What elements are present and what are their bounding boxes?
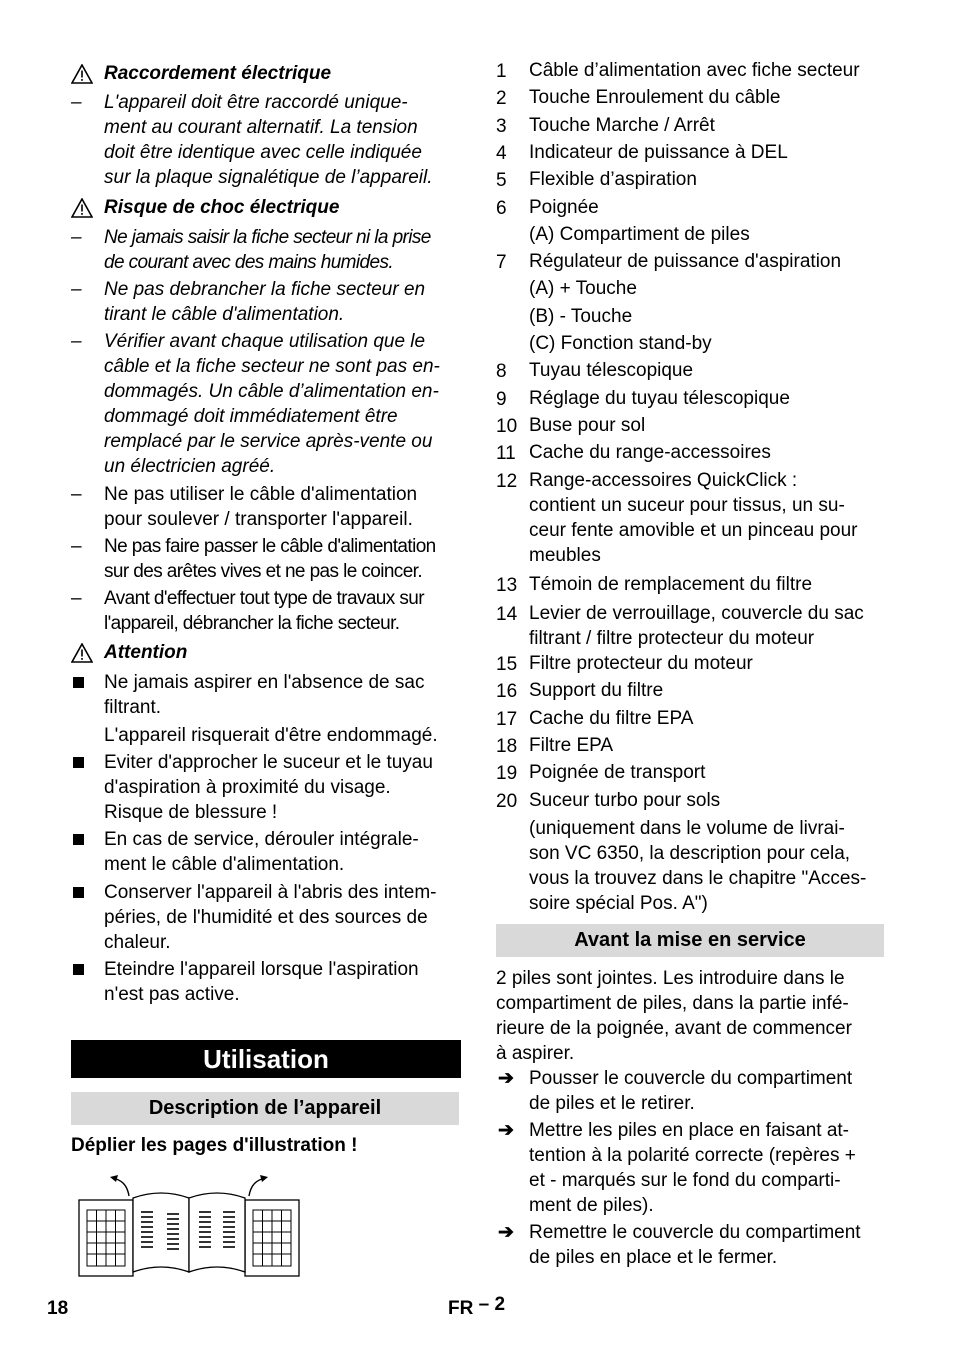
warning-triangle-icon (71, 643, 93, 663)
page-number: 18 (47, 1298, 69, 1319)
square-bullet-icon (73, 757, 84, 768)
footer-language (448, 1294, 506, 1320)
square-bullet-icon (73, 964, 84, 975)
warning-title: Risque de choc électrique (104, 197, 340, 218)
text-line: et - marqués sur le fond du comparti- (529, 1170, 841, 1191)
text-line: filtrant. (104, 697, 162, 718)
dash-mark: – (71, 227, 81, 248)
unfold-pages-illustration (77, 1172, 303, 1280)
text-line: Ne jamais saisir la fiche secteur ni la prise (104, 227, 431, 248)
text-line: de piles en place et le fermer. (529, 1247, 778, 1268)
text-line: Ne pas faire passer le câble d'alimentation (104, 536, 436, 557)
item-number: 14 (496, 604, 518, 625)
item-number: 10 (496, 415, 518, 437)
item-number: 9 (496, 388, 507, 410)
text-line: son VC 6350, la description pour cela, (529, 843, 851, 864)
section-title-utilisation: Utilisation (71, 1040, 461, 1078)
text-line: rieure de la poignée, avant de commencer (496, 1018, 852, 1039)
item-label: Cache du filtre EPA (529, 707, 694, 729)
text-line: L'appareil doit être raccordé unique- (104, 92, 408, 113)
item-label: (B) - Touche (529, 305, 633, 327)
text-line: un électricien agréé. (104, 456, 276, 477)
item-label: Réglage du tuyau télescopique (529, 387, 790, 409)
text-line: n'est pas active. (104, 984, 240, 1005)
text-line: Eviter d'approcher le suceur et le tuyau (104, 752, 433, 773)
text-line: filtrant / filtre protecteur du moteur (529, 628, 815, 649)
unfold-note: Déplier les pages d'illustration ! (71, 1135, 358, 1156)
item-number: 12 (496, 471, 518, 492)
text-line: l'appareil, débrancher la fiche secteur. (104, 613, 400, 634)
warning-triangle-icon (71, 64, 93, 84)
text-line: câble et la fiche secteur ne sont pas en- (104, 356, 440, 377)
item-number: 8 (496, 361, 507, 383)
text-line: soire spécial Pos. A") (529, 893, 708, 914)
warning-title: Attention (104, 642, 188, 663)
text-line: Ne pas utiliser le câble d'alimentation (104, 484, 418, 505)
text-line: Avant d'effectuer tout type de travaux sur (104, 588, 424, 609)
text-line: Pousser le couvercle du compartiment (529, 1068, 853, 1089)
text-line: tention à la polarité correcte (repères + (529, 1145, 856, 1166)
item-number: 20 (496, 790, 518, 812)
text-line: meubles (529, 545, 601, 566)
text-line: sur la plaque signalétique de l’appareil. (104, 167, 433, 188)
text-line: 2 piles sont jointes. Les introduire dans le (496, 968, 845, 989)
item-number: 13 (496, 575, 518, 596)
text-line: d'aspiration à proximité du visage. (104, 777, 391, 798)
item-number: 19 (496, 763, 518, 785)
text-line: péries, de l'humidité et des sources de (104, 907, 428, 928)
item-label: (A) + Touche (529, 278, 637, 300)
square-bullet-icon (73, 834, 84, 845)
text-line: Eteindre l'appareil lorsque l'aspiration (104, 959, 419, 980)
dash-mark: – (71, 331, 82, 352)
item-label: Indicateur de puissance à DEL (529, 141, 788, 163)
item-label: Filtre EPA (529, 734, 614, 756)
text-line: tirant le câble d'alimentation. (104, 304, 345, 325)
text-line: à aspirer. (496, 1043, 575, 1064)
sub-page-number: – 2 (478, 1294, 506, 1315)
text-line: vous la trouvez dans le chapitre "Acces- (529, 868, 867, 889)
item-label: Poignée (529, 196, 599, 218)
intro-paragraph (496, 966, 884, 1066)
text-line: (uniquement dans le volume de livrai- (529, 818, 845, 839)
item-number: 16 (496, 681, 518, 703)
item-label: Témoin de remplacement du filtre (529, 574, 813, 595)
item-label: Filtre protecteur du moteur (529, 653, 753, 674)
text-line: dommagé doit immédiatement être (104, 406, 398, 427)
item-label: Poignée de transport (529, 762, 706, 784)
item-number: 2 (496, 88, 507, 110)
item-label: (C) Fonction stand-by (529, 333, 712, 354)
text-line: Conserver l'appareil à l'abris des intem- (104, 882, 437, 903)
bullet-note: L'appareil risquerait d'être endommagé. (104, 725, 438, 746)
text-line: pour soulever / transporter l'appareil. (104, 509, 413, 530)
subsection-title-description: Description de l’appareil (71, 1092, 459, 1125)
arrow-right-icon: ➔ (498, 1068, 514, 1089)
item-label: (A) Compartiment de piles (529, 223, 750, 245)
text-line: ment de piles). (529, 1195, 654, 1216)
text-line: ceur fente amovible et un pinceau pour (529, 520, 858, 541)
item-label: Touche Marche / Arrêt (529, 114, 715, 136)
arrow-right-icon: ➔ (498, 1222, 514, 1243)
item-number: 7 (496, 252, 507, 274)
text-line: dommagés. Un câble d’alimentation en- (104, 381, 439, 402)
section-title-before-use: Avant la mise en service (496, 924, 884, 957)
item-label: Touche Enroulement du câble (529, 87, 781, 109)
text-line: Mettre les piles en place en faisant at- (529, 1120, 850, 1141)
item-number: 18 (496, 735, 518, 757)
item-number: 17 (496, 708, 518, 730)
text-line: sur des arêtes vives et ne pas le coincer. (104, 561, 423, 582)
text-line: ment le câble d'alimentation. (104, 854, 345, 875)
item-label: Flexible d’aspiration (529, 169, 697, 191)
item-number: 4 (496, 142, 507, 164)
text-line: Levier de verrouillage, couvercle du sac (529, 603, 864, 624)
item-label: Tuyau télescopique (529, 360, 694, 382)
language-code: FR (448, 1298, 474, 1319)
item-label: Câble d’alimentation avec fiche secteur (529, 60, 860, 81)
square-bullet-icon (73, 677, 84, 688)
text-line: Ne pas debrancher la fiche secteur en (104, 279, 426, 300)
text-line: de piles et le retirer. (529, 1093, 695, 1114)
text-line: compartiment de piles, dans la partie infé- (496, 993, 849, 1014)
text-line: ment au courant alternatif. La tension (104, 117, 418, 138)
text-line: Range-accessoires QuickClick : (529, 470, 798, 491)
text-line: Remettre le couvercle du compartiment (529, 1222, 861, 1243)
text-line: chaleur. (104, 932, 171, 953)
text-line: Risque de blessure ! (104, 802, 278, 823)
item-label: Suceur turbo pour sols (529, 789, 721, 811)
item-label: Cache du range-accessoires (529, 442, 771, 464)
dash-mark: – (71, 92, 82, 113)
text-line: de courant avec des mains humides. (104, 252, 394, 273)
dash-mark: – (71, 588, 81, 609)
square-bullet-icon (73, 887, 84, 898)
text-line: Ne jamais aspirer en l'absence de sac (104, 672, 425, 693)
text-line: remplacé par le service après-vente ou (104, 431, 433, 452)
text-line: doit être identique avec celle indiquée (104, 142, 422, 163)
text-line: En cas de service, dérouler intégrale- (104, 829, 419, 850)
dash-mark: – (71, 536, 81, 557)
dash-mark: – (71, 484, 82, 505)
item-label: Buse pour sol (529, 414, 646, 436)
item-label: Régulateur de puissance d'aspiration (529, 251, 842, 273)
dash-mark: – (71, 279, 82, 300)
item-number: 15 (496, 654, 518, 675)
item-number: 11 (496, 443, 516, 465)
item-number: 5 (496, 170, 507, 192)
item-number: 6 (496, 197, 507, 219)
item-number: 1 (496, 61, 507, 82)
item-label: Support du filtre (529, 680, 664, 702)
item-number: 3 (496, 115, 507, 137)
text-line: Vérifier avant chaque utilisation que le (104, 331, 426, 352)
arrow-right-icon: ➔ (498, 1120, 514, 1141)
warning-title: Raccordement électrique (104, 63, 332, 84)
text-line: contient un suceur pour tissus, un su- (529, 495, 845, 516)
warning-triangle-icon (71, 198, 93, 218)
